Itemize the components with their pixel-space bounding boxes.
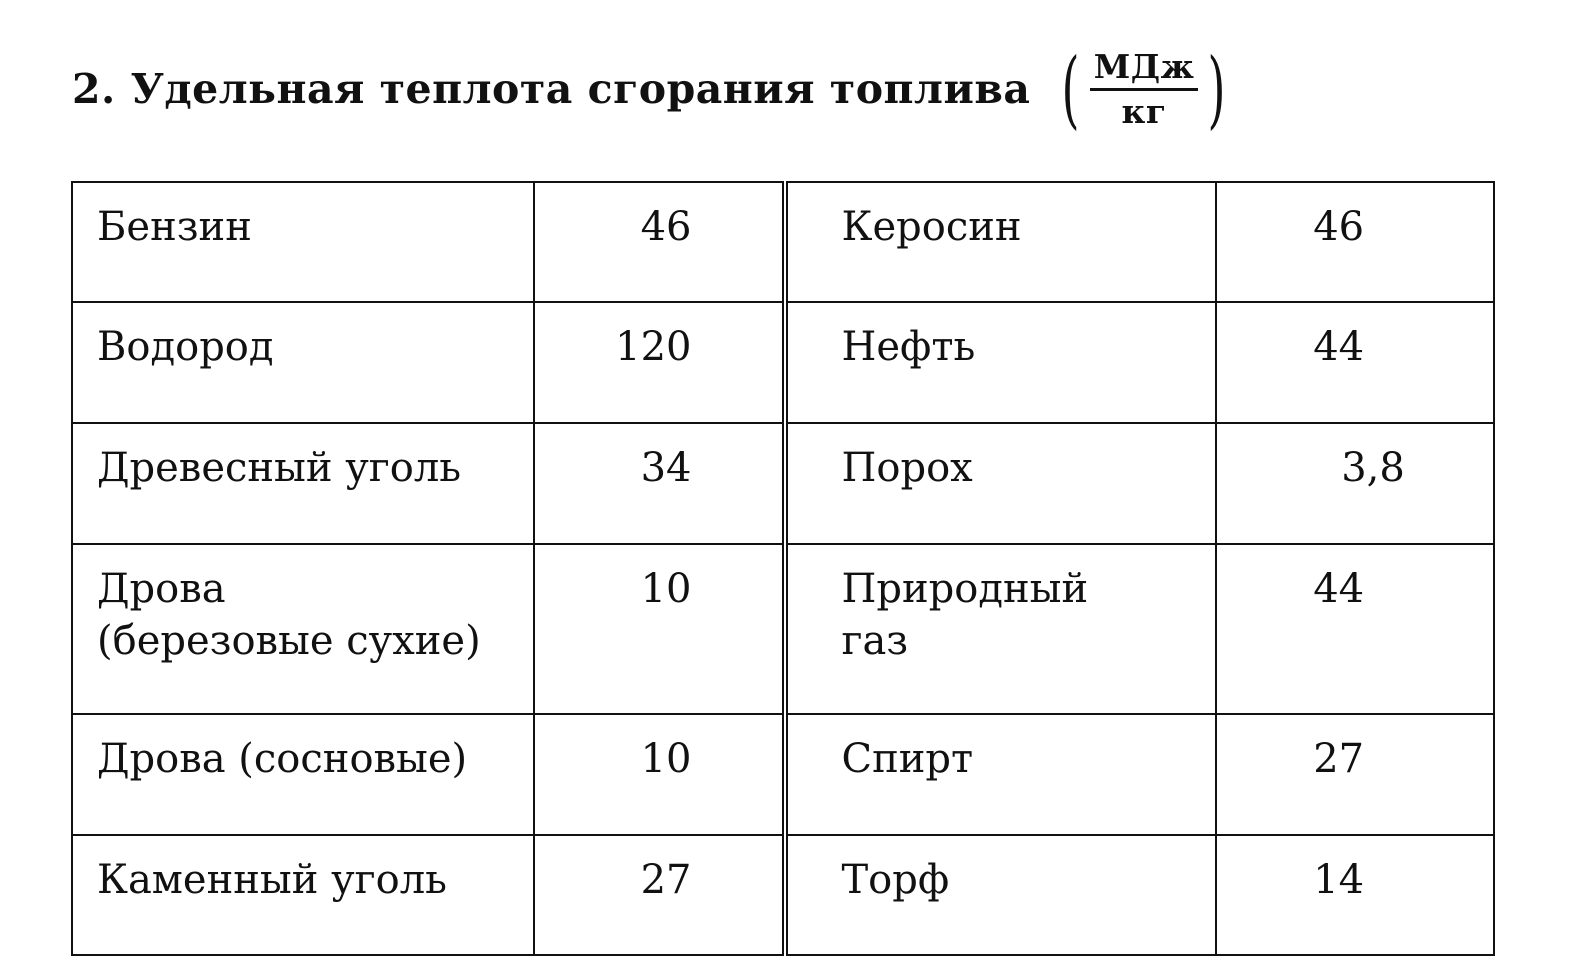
fuel-name: Спирт [841,736,974,782]
fuel-name: Бензин [97,204,252,250]
fuel-value-cell: 44 [1216,544,1494,714]
unit-denominator: кг [1121,91,1167,131]
fuel-name: Торф [841,857,950,903]
fuel-name: Каменный уголь [97,857,447,903]
fuel-name-cell [72,423,534,544]
fuel-value-cell: 34 [534,423,785,544]
unit-close-paren: ) [1207,40,1227,138]
fuel-value-cell: 46 [534,182,785,302]
fuel-name-cell [785,423,1217,544]
fuel-name: Древесный уголь [97,445,462,491]
table-row [72,714,1494,835]
fuel-name: Дрова (сосновые) [97,736,468,782]
fuel-name-cell [785,714,1217,835]
fuel-name-cell [72,714,534,835]
fuel-name-continued: газ [841,618,909,664]
fuel-name: Дрова [97,566,226,612]
fuel-value-cell: 46 [1216,182,1494,302]
table-row [72,302,1494,423]
unit-fraction [1090,48,1199,131]
fuel-value-cell: 120 [534,302,785,423]
fuel-name-cell [785,182,1217,302]
fuel-name: Порох [841,445,973,491]
fuel-name-qualifier: (березовые сухие) [97,618,481,664]
fuel-name-cell [785,544,1217,714]
fuel-value-cell: 44 [1216,302,1494,423]
table-row [72,835,1494,955]
fuel-name-cell [72,182,534,302]
fuel-name-cell [785,302,1217,423]
table-row [72,423,1494,544]
unit-label [1054,40,1233,138]
fuel-name-cell [72,835,534,955]
unit-numerator: МДж [1093,46,1195,86]
fuel-value-cell: 10 [534,714,785,835]
title-text: 2. Удельная теплота сгорания топлива [72,65,1031,113]
fuel-name: Природный [841,566,1089,612]
page-title [72,40,1234,138]
fuel-name-cell [72,302,534,423]
fuel-name: Водород [97,324,274,370]
fuel-value-cell: 10 [534,544,785,714]
fuel-value-cell: 3,8 [1216,423,1494,544]
fuel-heat-table [71,181,1495,956]
fuel-value-cell: 27 [534,835,785,955]
fuel-value-cell: 27 [1216,714,1494,835]
fuel-name: Керосин [841,204,1022,250]
table-row [72,182,1494,302]
table-row [72,544,1494,714]
fuel-name-cell [72,544,534,714]
unit-open-paren: ( [1061,40,1081,138]
fuel-name-cell [785,835,1217,955]
fuel-name: Нефть [841,324,976,370]
fuel-value-cell: 14 [1216,835,1494,955]
